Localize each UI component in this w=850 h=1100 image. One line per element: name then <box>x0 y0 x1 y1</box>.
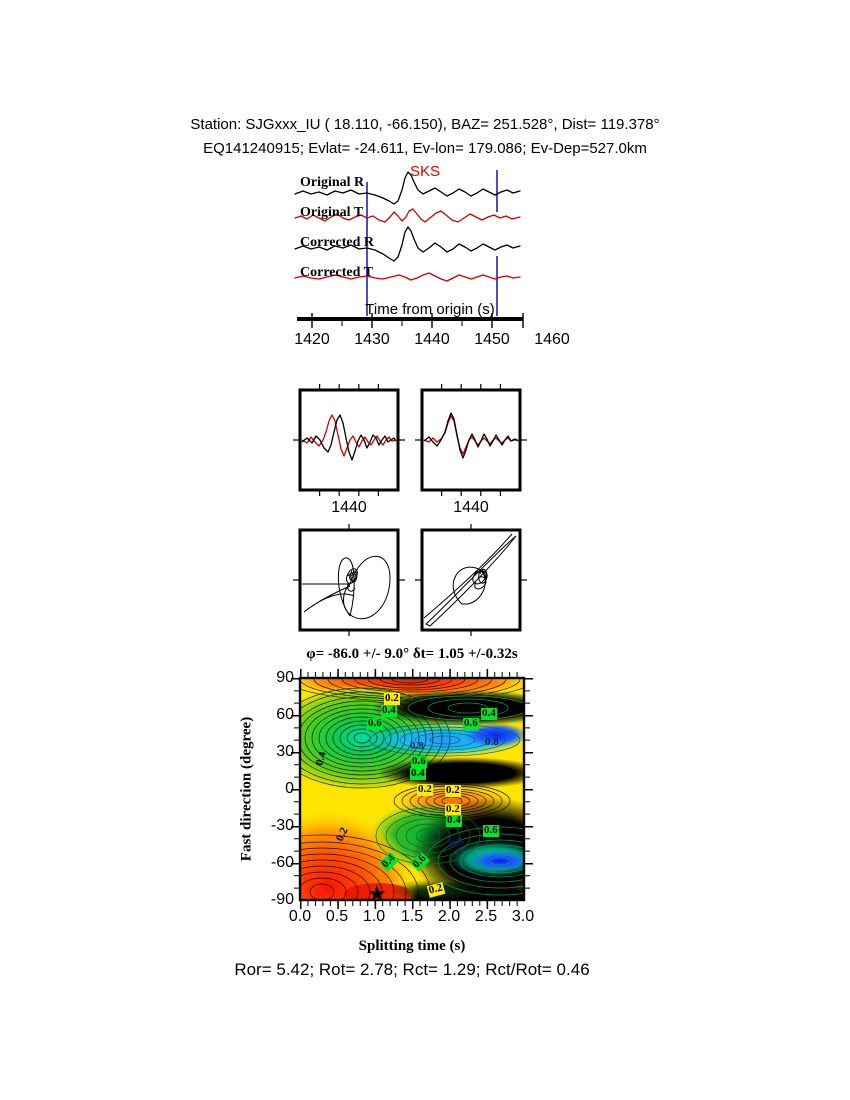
contour-xlabel: Splitting time (s) <box>358 938 466 954</box>
contour-label: 0.2 <box>333 825 351 844</box>
xtick-20: 2.0 <box>437 908 461 925</box>
xtick-15: 1.5 <box>400 908 424 925</box>
contour-label: 0.8 <box>448 835 466 852</box>
contour-label: 0.2 <box>446 803 460 815</box>
contour-label: 0.2 <box>418 783 432 795</box>
ytick-m60: -60 <box>270 854 294 871</box>
xtick-0: 0.0 <box>288 908 312 925</box>
xtick-25: 2.5 <box>474 908 498 925</box>
contour-label: 0.4 <box>447 814 461 826</box>
window-box-tick-left: 1440 <box>331 499 367 516</box>
contour-label: 0.2 <box>446 784 460 796</box>
time-axis-label: Time from origin (s) <box>365 301 495 318</box>
window-box-tick-right: 1440 <box>453 499 489 516</box>
results-line: Ror= 5.42; Rot= 2.78; Rct= 1.29; Rct/Rot= 0.46 <box>234 960 590 979</box>
trace-label-corrected-t: Corrected T <box>300 265 373 280</box>
ytick-m90: -90 <box>270 891 294 908</box>
contour-label: 0.2 <box>385 692 399 704</box>
xtick-30: 3.0 <box>511 908 535 925</box>
contour-label: 0.6 <box>464 717 478 729</box>
xtick-10: 1.0 <box>362 908 386 925</box>
ytick-m30: -30 <box>270 817 294 834</box>
contour-title: φ= -86.0 +/- 9.0° δt= 1.05 +/-0.32s <box>306 646 518 662</box>
time-tick-1430: 1430 <box>354 331 390 348</box>
time-tick-1420: 1420 <box>294 331 330 348</box>
ytick-30: 30 <box>276 743 294 760</box>
time-tick-1450: 1450 <box>474 331 510 348</box>
ytick-90: 90 <box>276 669 294 686</box>
xtick-05: 0.5 <box>325 908 349 925</box>
contour-label: 0.6 <box>410 852 429 871</box>
contour-ylabel: Fast direction (degree) <box>238 716 255 862</box>
trace-label-original-r: Original R <box>300 175 365 190</box>
ytick-0: 0 <box>285 780 294 797</box>
trace-label-corrected-r: Corrected R <box>300 235 374 250</box>
contour-label: 0.4 <box>379 852 398 871</box>
station-info-line: Station: SJGxxx_IU ( 18.110, -66.150), BAZ= 251.528°, Dist= 119.378° <box>190 116 660 133</box>
contour-label: 0.6 <box>412 755 426 767</box>
contour-label: 0.6 <box>368 717 382 729</box>
best-solution-star-marker: ★ <box>367 881 387 906</box>
contour-label: 0.6 <box>484 824 498 836</box>
contour-label: 0.8 <box>410 740 424 752</box>
window-box-original <box>293 384 405 496</box>
sks-phase-label: SKS <box>410 163 441 180</box>
particle-motion-corrected <box>415 524 527 636</box>
trace-label-original-t: Original T <box>300 205 364 220</box>
contour-label: 0.4 <box>313 750 329 767</box>
contour-label: 0.4 <box>482 707 496 719</box>
window-box-corrected <box>415 384 527 496</box>
ytick-60: 60 <box>276 706 294 723</box>
time-tick-1460: 1460 <box>534 331 570 348</box>
contour-label: 0.2 <box>427 881 444 897</box>
event-info-line: EQ141240915; Evlat= -24.611, Ev-lon= 179.086; Ev-Dep=527.0km <box>203 140 647 157</box>
contour-label: 0.4 <box>411 767 425 779</box>
time-tick-1440: 1440 <box>414 331 450 348</box>
particle-motion-original <box>293 524 405 636</box>
contour-label: 0.4 <box>382 704 396 716</box>
contour-label: 0.8 <box>485 736 499 748</box>
